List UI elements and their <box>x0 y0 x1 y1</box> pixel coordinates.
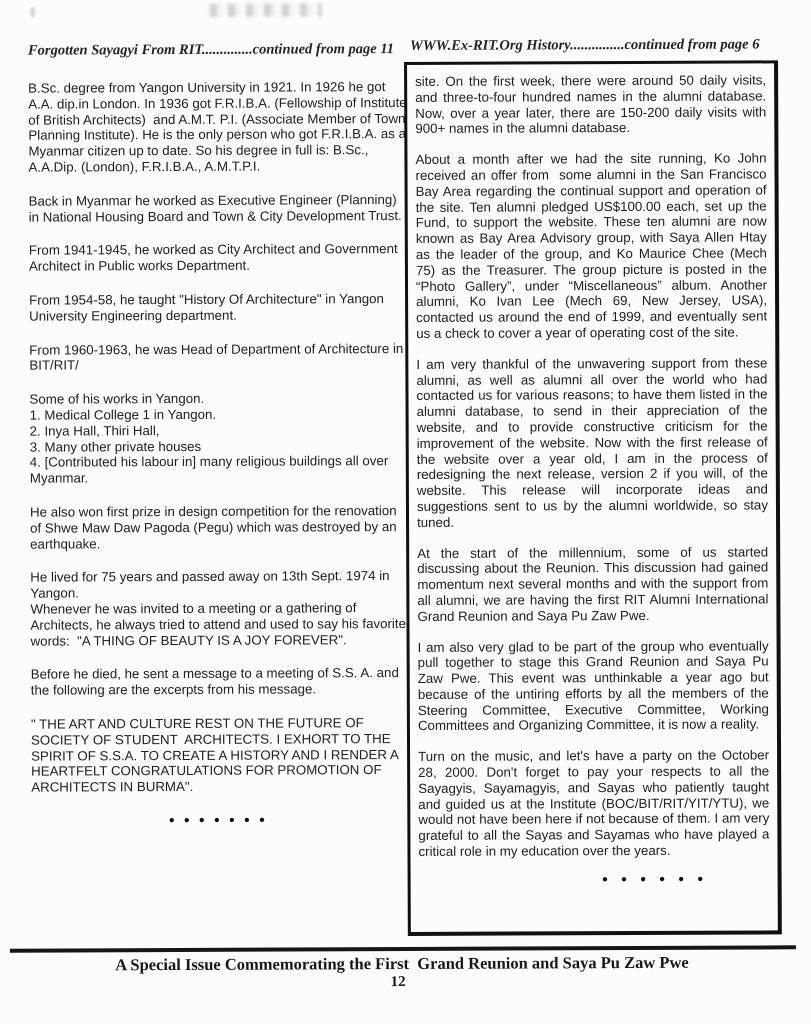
page-number: 12 <box>390 974 406 991</box>
footer-commemoration-line: A Special Issue Commemorating the First Grand Reunion and Saya Pu Zaw Pwe <box>115 952 689 975</box>
paragraph: B.Sc. degree from Yangon University in 1921. In 1926 he got A.A. dip.in London. In 1936 got F.R.I.B.A. (Fellowship of Institute of British Architects) and A.M.T. P.I. (Associate Member of Town Planning Institute). He is the only person who got F.R.I.B.A. as a Myanmar citizen up to date. So his degree in full is: B.Sc., A.A.Dip. (London), F.R.I.B.A., A.M.T.P.I. <box>28 79 411 175</box>
divider-dots: ●●●●●● <box>601 873 717 886</box>
works-list: Some of his works in Yangon. 1. Medical College 1 in Yangon. 2. Inya Hall, Thiri Hall, 3. Many other private houses 4. [Contributed his labour in] many religious buildings all over Myanmar. <box>29 391 392 486</box>
paragraph: From 1941-1945, he worked as City Architect and Government Architect in Public works Department. <box>28 241 401 274</box>
paragraph: From 1960-1963, he was Head of Department of Architecture in BIT/RIT/ <box>29 340 408 373</box>
scan-smudge <box>210 3 322 16</box>
scan-speck <box>31 8 35 17</box>
divider-dots: ●●●●●●● <box>168 814 275 826</box>
paragraph: I am very thankful of the unwavering support from these alumni, as well as alumni all over the world who had contacted us for various reasons; to have them listed in the alumni database, to send in their appreciation of the website, and to provide constructive criticism for the improvement of the website. Now with the first release of the website over a year old, I am in the process of redesigning the next release, version 2 if you will, of the website. This release will incorporate ideas and suggestions sent to us by the alumni worldwide, so stay tuned. <box>416 355 772 530</box>
left-article-column <box>28 79 411 829</box>
paragraph: He also won first prize in design competition for the renovation of Shwe Maw Daw Pagoda (Pegu) which was destroyed by an earthquake. <box>29 502 401 552</box>
paragraph: Before he died, he sent a message to a meeting of S.S. A. and the following are the excerpts from his message. <box>30 665 403 698</box>
paragraph: About a month after we had the site running, Ko John received an offer from some alumni in the San Francisco Bay Area regarding the continual support and operation of the site. Ten alumni pledged US$100.00 each, set up the Fund, to support the website. These ten alumni are now known as Bay Area Advisory group, with Saya Allen Htay as the leader of the group, and Ko Maurice Chee (Mech 75) as the Treasurer. The group picture is posted in the “Photo Gallery”, under “Miscellaneous” album. Another alumni, Ko Ivan Lee (Mech 69, New Jersey, USA), contacted us around the end of 1999, and eventually sent us a check to cover a year of operating cost of the site. <box>415 150 771 341</box>
right-article-continuation-header: WWW.Ex-RIT.Org History...............continued from page 6 <box>409 36 760 54</box>
quote-paragraph: " THE ART AND CULTURE REST ON THE FUTURE OF SOCIETY OF STUDENT ARCHITECTS. I EXHORT TO THE SPIRIT OF S.S.A. TO CREATE A HISTORY AND I RENDER A HEARTFELT CONGRATULATIONS FOR PROMOTION OF ARCHITECTS IN BURMA". <box>30 715 402 795</box>
footer-rule <box>10 945 796 952</box>
paragraph: site. On the first week, there were around 50 daily visits, and three-to-four hundred names in the alumni database. Now, over a year later, there are 150-200 daily visits with 900+ names in the alumni database. <box>415 72 770 137</box>
paragraph: I am also very glad to be part of the group who eventually pull together to stage this Grand Reunion and Saya Pu Zaw Pwe. This event was unthinkable a year ago but because of the untiring efforts by all the members of the Steering Committee, Executive Committee, Working Committees and Organizing Committee, it is now a reality. <box>417 637 773 734</box>
paragraph: Back in Myanmar he worked as Executive Engineer (Planning) in National Housing Board and Town & City Development Trust. <box>28 191 402 225</box>
paragraph: From 1954-58, he taught "History Of Architecture" in Yangon University Engineering department. <box>29 291 388 324</box>
paragraph: Turn on the music, and let's have a party on the October 28, 2000. Don't forget to pay your respects to all the Sayagyis, Sayamagyis, and Sayas who patiently taught and guided us at the Institute (BOC/BIT/RIT/YIT/YTU), we would not have been here if not because of them. I am very grateful to all the Sayas and Sayamas who have played a critical role in my education over the years. <box>418 747 774 860</box>
paragraph: At the start of the millennium, some of us started discussing about the Reunion. This discussion had gained momentum next several months and with the support from all alumni, we are having the first RIT Alumni International Grand Reunion and Saya Pu Zaw Pwe. <box>417 543 773 624</box>
left-article-continuation-header: Forgotten Sayagyi From RIT..............continued from page 11 <box>27 41 395 59</box>
right-article-boxed-column <box>404 60 782 936</box>
paragraph: He lived for 75 years and passed away on 13th Sept. 1974 in Yangon. Whenever he was invited to a meeting or a gathering of Architects, he always tried to attend and used to say his favorite words: "A THING OF BEAUTY IS A JOY FOREVER". <box>30 568 410 649</box>
